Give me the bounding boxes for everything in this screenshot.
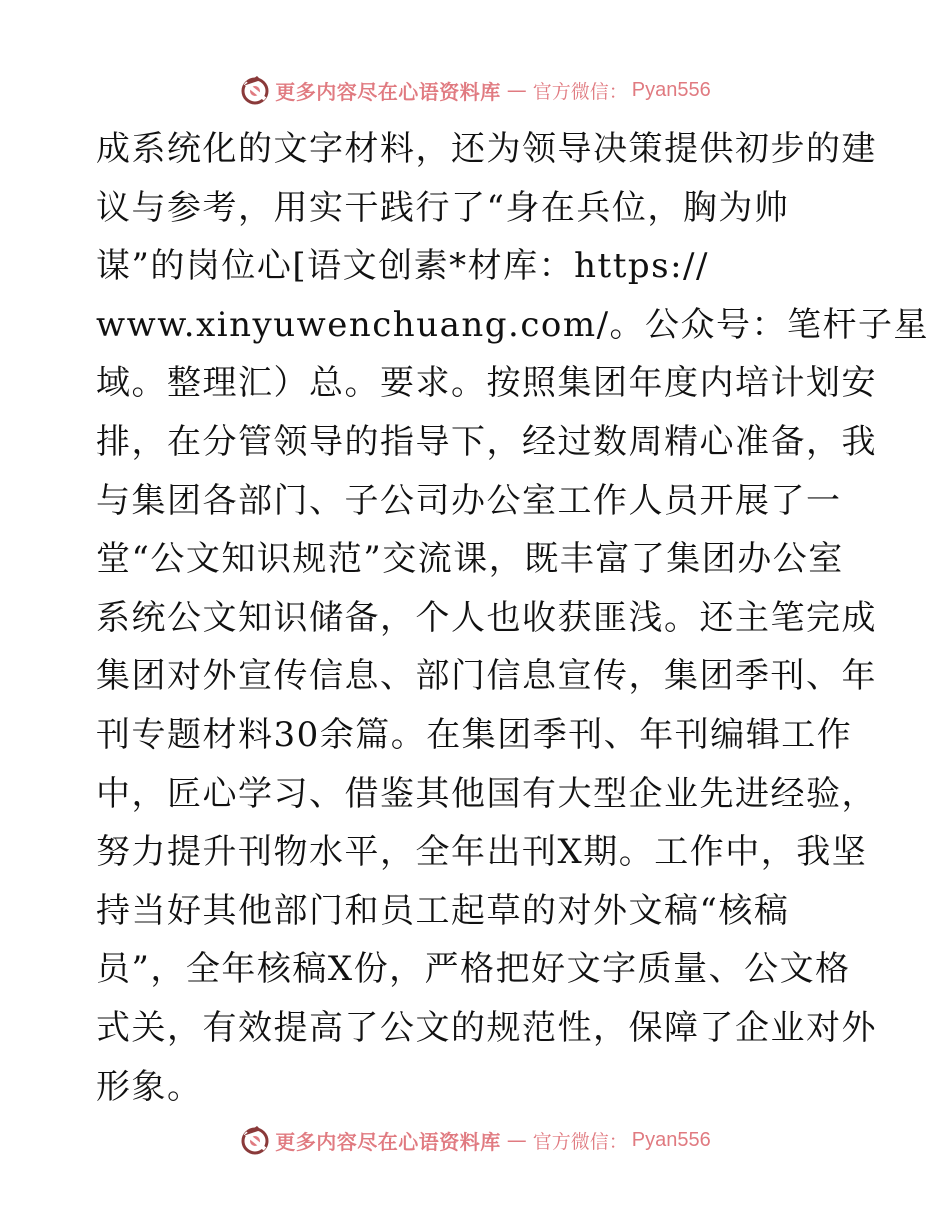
body-line: 持当好其他部门和员工起草的对外文稿“核稿 xyxy=(96,890,790,931)
logo-icon xyxy=(239,1124,271,1156)
body-line: 形象。 xyxy=(96,1066,203,1107)
document-body xyxy=(96,120,930,1116)
banner-wechat-id: Pyan556 xyxy=(631,1128,711,1151)
header-banner xyxy=(0,70,950,110)
body-line: 集团对外宣传信息、部门信息宣传，集团季刊、年 xyxy=(96,656,877,697)
banner-wechat-label: 官方微信： xyxy=(532,80,628,103)
footer-banner xyxy=(0,1120,950,1160)
banner-title: 更多内容尽在心语资料库 xyxy=(275,1129,501,1154)
body-line: 与集团各部门、子公司办公室工作人员开展了一 xyxy=(96,480,842,521)
body-line: 刊专题材料30余篇。在集团季刊、年刊编辑工作 xyxy=(96,714,853,755)
logo-icon xyxy=(239,74,271,106)
body-line: 式关，有效提高了公文的规范性，保障了企业对外 xyxy=(96,1007,877,1048)
banner-separator: — xyxy=(506,1128,527,1152)
body-line: 努力提升刊物水平，全年出刊X期。工作中，我坚 xyxy=(96,832,868,873)
body-line: 中，匠心学习、借鉴其他国有大型企业先进经验， xyxy=(96,773,877,814)
body-line: 议与参考，用实干践行了“身在兵位，胸为帅 xyxy=(96,187,790,228)
body-line: 域。整理汇）总。要求。按照集团年度内培计划安 xyxy=(96,363,877,404)
body-line: 排，在分管领导的指导下，经过数周精心准备，我 xyxy=(96,421,877,462)
body-line: 员”，全年核稿X份，严格把好文字质量、公文格 xyxy=(96,949,851,990)
body-line: 成系统化的文字材料，还为领导决策提供初步的建 xyxy=(96,129,877,169)
banner-wechat-id: Pyan556 xyxy=(631,78,711,101)
body-line: 谋”的岗位心[语文创素*材库：https:// xyxy=(96,246,709,287)
banner-wechat-label: 官方微信： xyxy=(532,1130,628,1153)
body-line: 系统公文知识储备，个人也收获匪浅。还主笔完成 xyxy=(96,597,877,638)
body-line: 堂“公文知识规范”交流课，既丰富了集团办公室 xyxy=(96,539,844,580)
body-line: www.xinyuwenchuang.com/。公众号：笔杆子星 xyxy=(96,304,930,345)
banner-separator: — xyxy=(506,78,527,102)
banner-title: 更多内容尽在心语资料库 xyxy=(275,79,501,104)
